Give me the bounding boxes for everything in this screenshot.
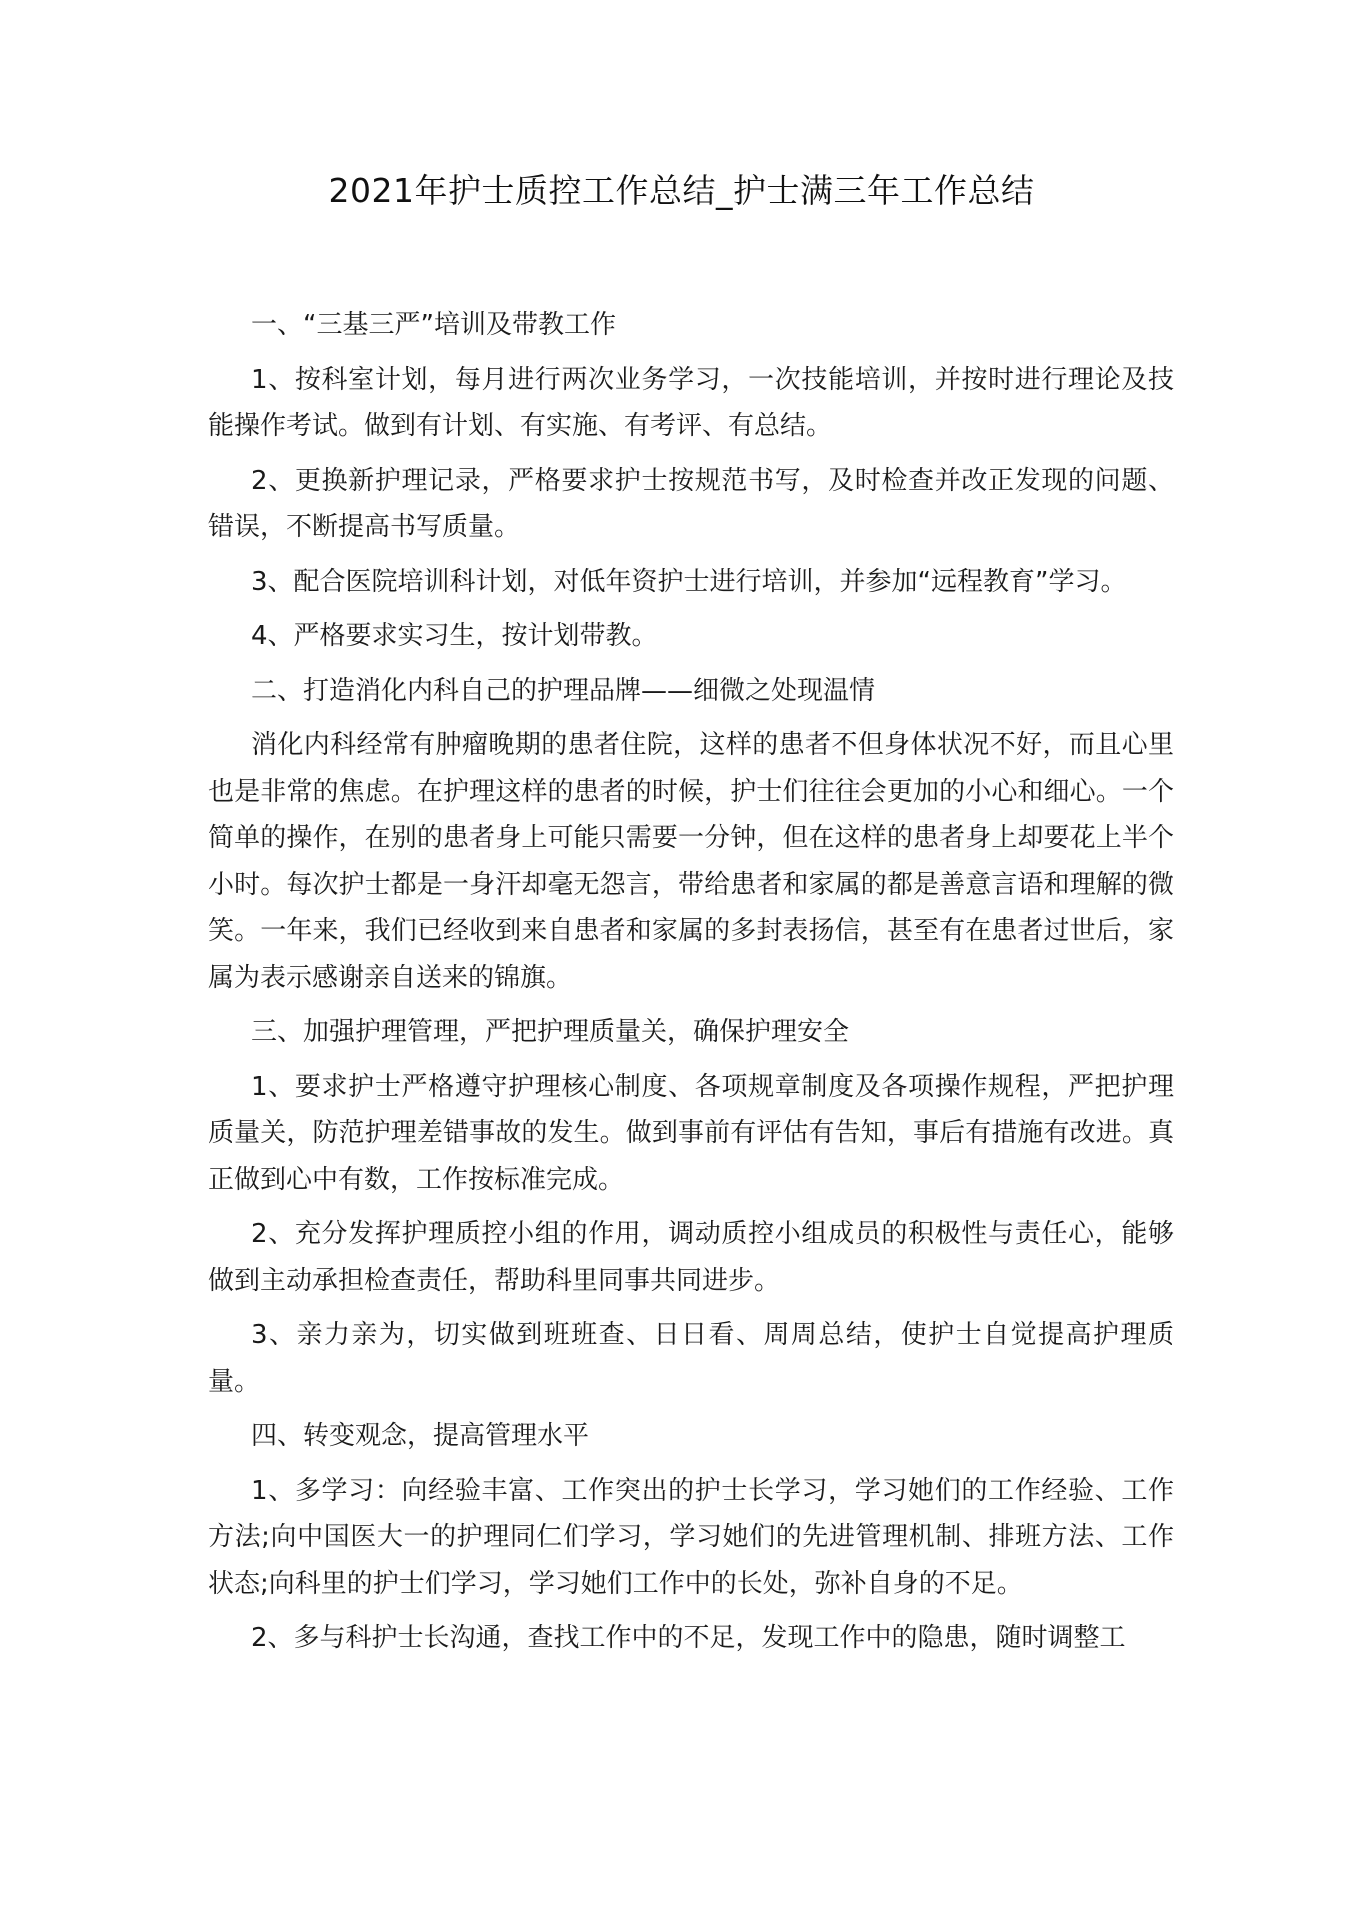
paragraph: 1、按科室计划，每月进行两次业务学习，一次技能培训，并按时进行理论及技能操作考试。做到有计划、有实施、有考评、有总结。: [208, 364, 1174, 441]
section-heading-3: 三、加强护理管理，严把护理质量关，确保护理安全: [251, 1017, 850, 1047]
section-heading-1: 一、“三基三严”培训及带教工作: [251, 310, 616, 340]
paragraph: 消化内科经常有肿瘤晚期的患者住院，这样的患者不但身体状况不好，而且心里也是非常的焦虑。在护理这样的患者的时候，护士们往往会更加的小心和细心。一个简单的操作，在别的患者身上可能只需要一分钟，但在这样的患者身上却要花上半个小时。每次护士都是一身汗却毫无怨言，带给患者和家属的都是善意言语和理解的微笑。一年来，我们已经收到来自患者和家属的多封表扬信，甚至有在患者过世后，家属为表示感谢亲自送来的锦旗。: [208, 730, 1174, 993]
paragraph: 1、多学习：向经验丰富、工作突出的护士长学习，学习她们的工作经验、工作方法;向中国医大一的护理同仁们学习，学习她们的先进管理机制、排班方法、工作状态;向科里的护士们学习，学习她们工作中的长处，弥补自身的不足。: [208, 1475, 1174, 1599]
paragraph: 4、严格要求实习生，按计划带教。: [251, 621, 658, 651]
section-heading-2: 二、打造消化内科自己的护理品牌——细微之处现温情: [251, 675, 876, 706]
document-body: [208, 302, 1174, 1670]
document-title: 2021年护士质控工作总结_护士满三年工作总结: [328, 171, 1035, 210]
paragraph: 3、亲力亲为，切实做到班班查、日日看、周周总结，使护士自觉提高护理质量。: [208, 1320, 1174, 1397]
paragraph: 2、更换新护理记录，严格要求护士按规范书写，及时检查并改正发现的问题、错误，不断提高书写质量。: [208, 465, 1174, 542]
section-heading-4: 四、转变观念，提高管理水平: [251, 1421, 590, 1451]
paragraph: 2、充分发挥护理质控小组的作用，调动质控小组成员的积极性与责任心，能够做到主动承担检查责任，帮助科里同事共同进步。: [208, 1219, 1174, 1296]
paragraph: 3、配合医院培训科计划，对低年资护士进行培训，并参加“远程教育”学习。: [251, 566, 1127, 597]
paragraph: 2、多与科护士长沟通，查找工作中的不足，发现工作中的隐患，随时调整工: [251, 1623, 1126, 1653]
paragraph: 1、要求护士严格遵守护理核心制度、各项规章制度及各项操作规程，严把护理质量关，防范护理差错事故的发生。做到事前有评估有告知，事后有措施有改进。真正做到心中有数，工作按标准完成。: [208, 1071, 1174, 1195]
